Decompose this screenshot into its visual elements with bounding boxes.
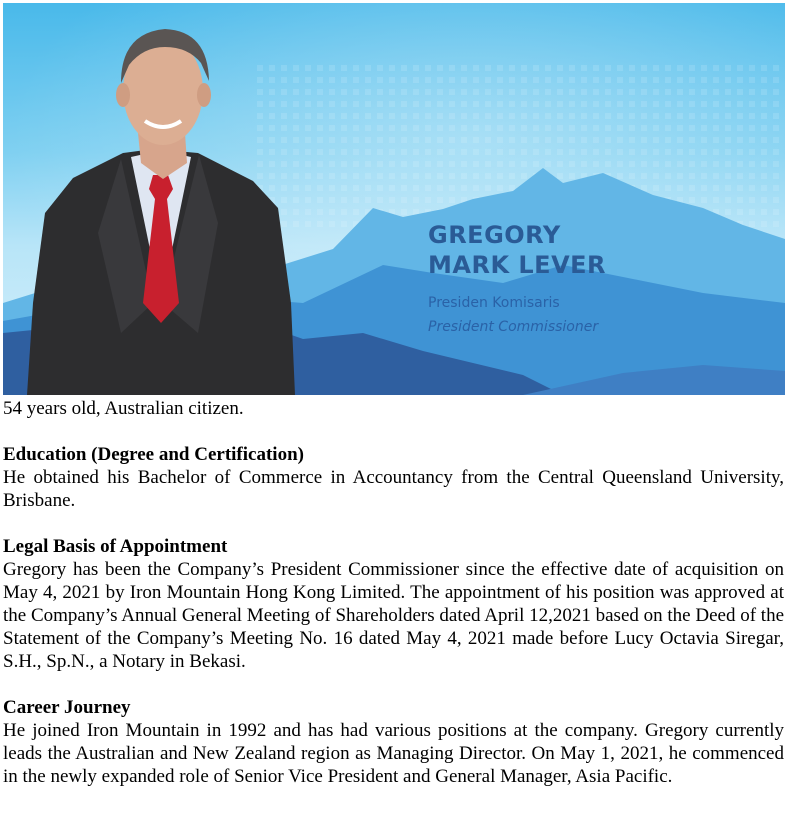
banner-person-name [428,220,606,280]
education-heading: Education (Degree and Certification) [3,444,304,465]
career-journey-heading: Career Journey [3,697,131,718]
education-body: He obtained his Bachelor of Commerce in Accountancy from the Central Queensland University, Brisbane. [3,467,784,511]
legal-basis-heading: Legal Basis of Appointment [3,536,228,557]
banner-role-indonesian: Presiden Komisaris [428,295,560,311]
legal-basis-body: Gregory has been the Company’s President Commissioner since the effective date of acquisition on May 4, 2021 by Iron Mountain Hong Kong Limited. The appointment of his position was approved at the Company’s Annual General Meeting of Shareholders dated April 12,2021 based on the Deed of the Statement of the Company’s Meeting No. 16 dated May 4, 2021 made before Lucy Octavia Siregar, S.H., Sp.N., a Notary in Bekasi. [3,559,784,672]
banner-role-english: President Commissioner [428,319,599,335]
age-citizenship-text: 54 years old, Australian citizen. [3,398,244,419]
banner-name-line1: GREGORY [428,221,561,249]
profile-content [3,397,784,788]
banner-illustration [3,3,785,395]
profile-banner [3,3,785,395]
career-journey-body: He joined Iron Mountain in 1992 and has had various positions at the company. Gregory currently leads the Australian and New Zealand region as Managing Director. On May 1, 2021, he commenced in the newly expanded role of Senior Vice President and General Manager, Asia Pacific. [3,720,784,787]
banner-name-line2: MARK LEVER [428,251,607,279]
